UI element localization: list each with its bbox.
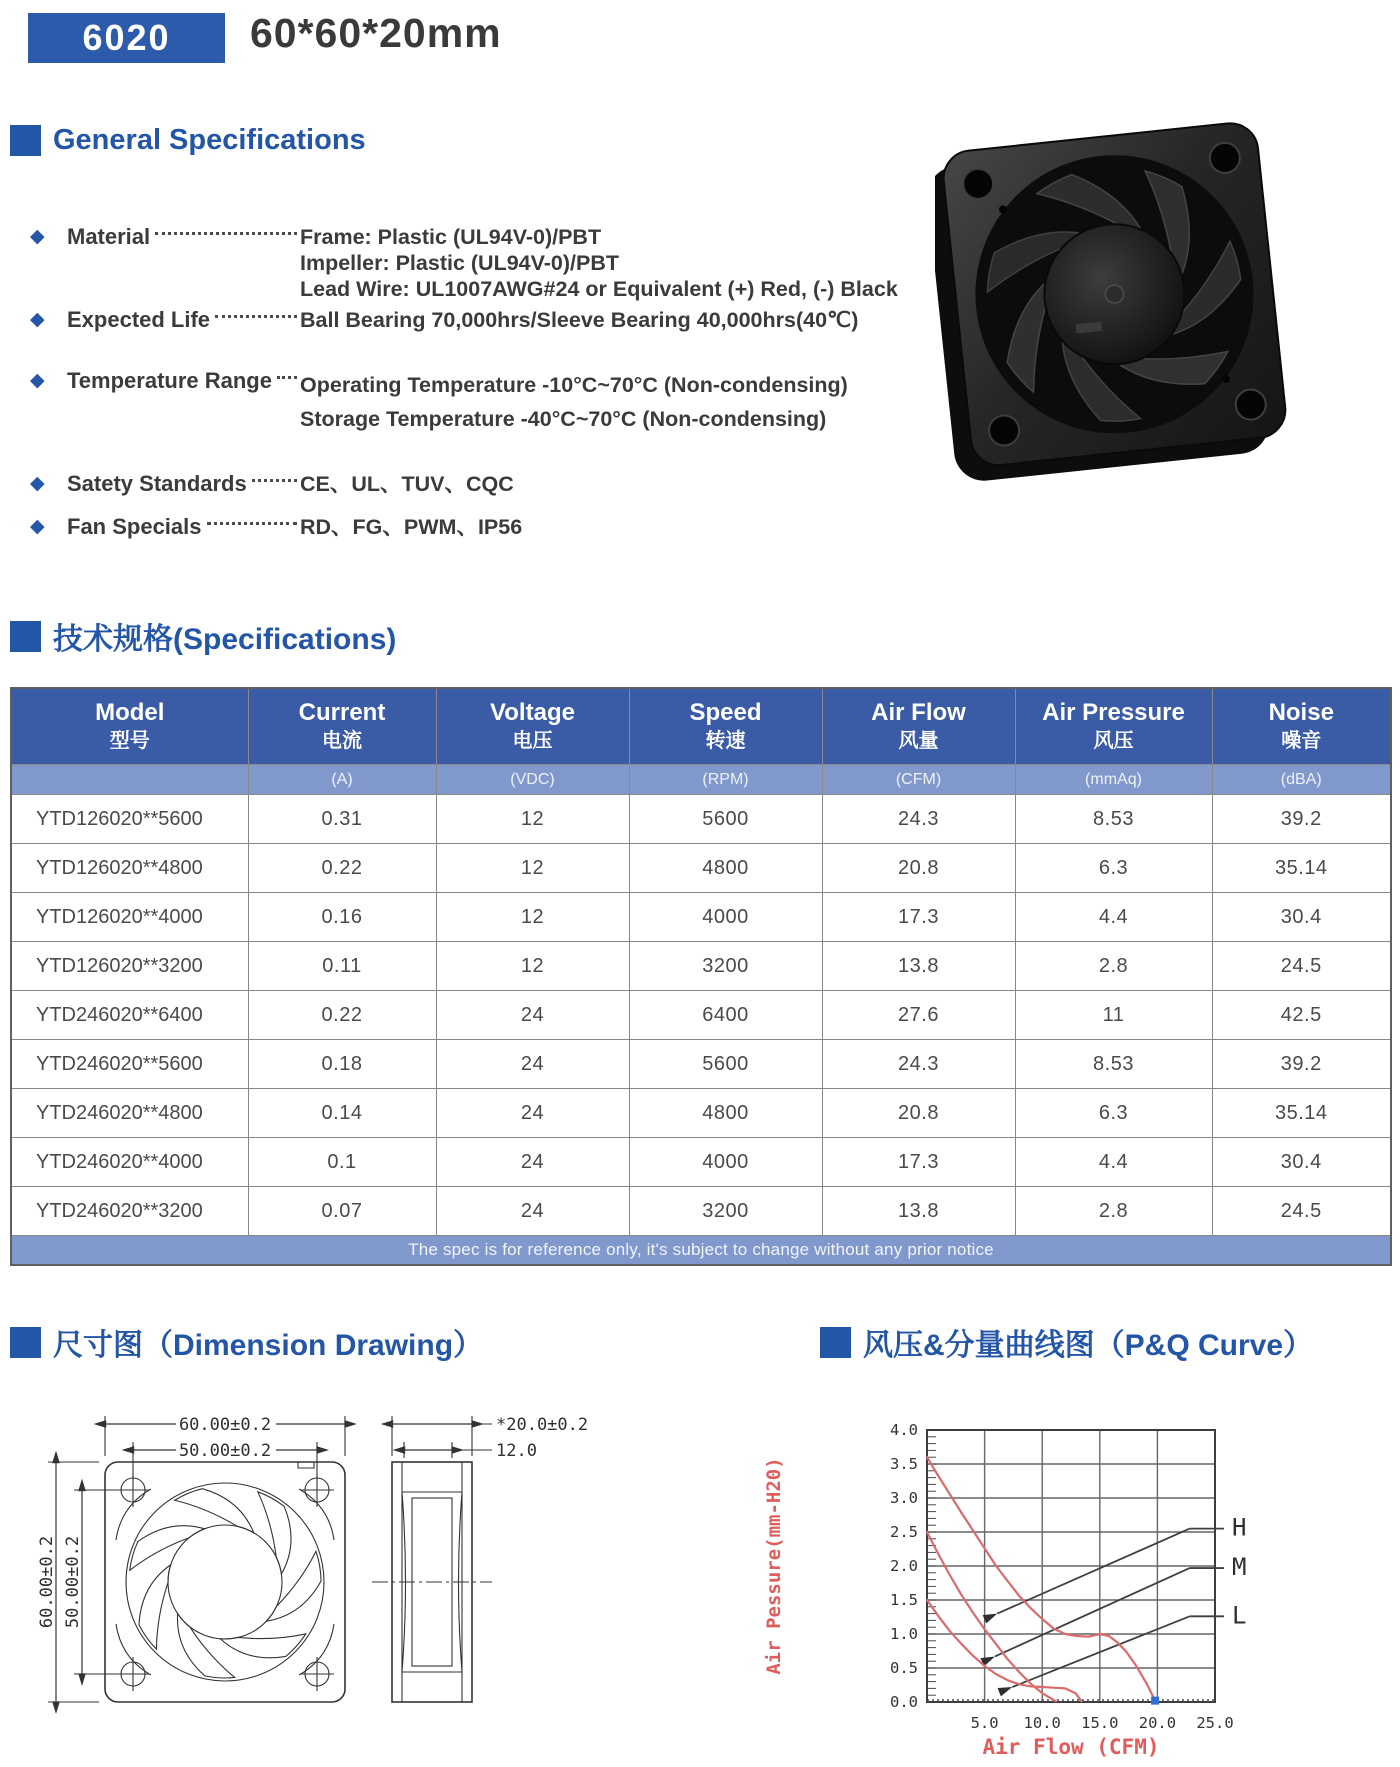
value-cell: 3200: [629, 1187, 822, 1236]
value-cell: 5600: [629, 1040, 822, 1089]
value-cell: 42.5: [1212, 991, 1391, 1040]
table-row: [11, 1138, 1391, 1187]
unit-cell: (dBA): [1212, 765, 1391, 795]
dotted-leader: [207, 514, 297, 525]
svg-text:4.0: 4.0: [890, 1421, 918, 1439]
svg-text:3.5: 3.5: [890, 1455, 918, 1473]
spec-values: [300, 368, 848, 436]
svg-text:2.0: 2.0: [890, 1557, 918, 1575]
series-label-H: H: [1231, 1513, 1247, 1542]
spec-values: [300, 514, 830, 540]
spec-value-line: Ball Bearing 70,000hrs/Sleeve Bearing 40,000hrs(40℃): [300, 308, 859, 332]
column-header: Voltage 电压: [436, 688, 629, 765]
table-row: [11, 795, 1391, 844]
svg-text:20.0: 20.0: [1138, 1714, 1177, 1732]
unit-cell: (mmAq): [1015, 765, 1212, 795]
svg-text:5.0: 5.0: [970, 1714, 999, 1732]
units-row: [11, 765, 1391, 795]
value-cell: 0.18: [248, 1040, 436, 1089]
column-header: Air Pressure 风压: [1015, 688, 1212, 765]
table-row: [11, 893, 1391, 942]
dotted-leader: [277, 368, 297, 379]
section-title: 技术规格(Specifications): [53, 623, 397, 656]
spec-value-line: RD、FG、PWM、IP56: [300, 515, 523, 539]
table-row: [11, 991, 1391, 1040]
column-header: Model 型号: [11, 688, 248, 765]
spec-item-safety-standards: [30, 471, 830, 497]
section-title: 尺寸图（Dimension Drawing）: [53, 1329, 484, 1362]
table-footer-note: The spec is for reference only, it's subject to change without any prior notice: [11, 1236, 1391, 1265]
diamond-bullet-icon: ◆: [30, 226, 45, 247]
value-cell: 13.8: [822, 942, 1015, 991]
value-cell: 0.16: [248, 893, 436, 942]
value-cell: 24: [436, 1187, 629, 1236]
model-cell: YTD246020**6400: [11, 991, 248, 1040]
model-cell: YTD246020**4000: [11, 1138, 248, 1187]
model-cell: YTD126020**5600: [11, 795, 248, 844]
value-cell: 35.14: [1212, 1089, 1391, 1138]
value-cell: 30.4: [1212, 1138, 1391, 1187]
column-header: Air Flow 风量: [822, 688, 1015, 765]
section-title: General Specifications: [53, 124, 366, 156]
table-row: [11, 1040, 1391, 1089]
value-cell: 2.8: [1015, 942, 1212, 991]
table-row: [11, 1089, 1391, 1138]
pq-curve-chart: [740, 1392, 1395, 1767]
value-cell: 24: [436, 991, 629, 1040]
svg-text:0.0: 0.0: [890, 1693, 918, 1711]
value-cell: 12: [436, 893, 629, 942]
section-heading-dimension: [10, 1320, 483, 1364]
dotted-leader: [252, 471, 297, 482]
grid: [927, 1430, 1215, 1702]
spec-item-fan-specials: [30, 514, 830, 540]
y-axis-label: Air Pessure(mm-H20): [763, 1457, 785, 1675]
value-cell: 0.22: [248, 991, 436, 1040]
heading-square-icon: [10, 1327, 41, 1358]
value-cell: 4800: [629, 844, 822, 893]
svg-text:25.0: 25.0: [1196, 1714, 1234, 1732]
value-cell: 4.4: [1015, 1138, 1212, 1187]
dim-hole-pitch-h-label: 50.00±0.2: [178, 1441, 272, 1461]
spec-label: Expected Life: [67, 307, 211, 332]
svg-text:15.0: 15.0: [1081, 1714, 1119, 1732]
spec-label: Temperature Range: [67, 368, 272, 393]
dim-inner-depth-label: 12.0: [496, 1441, 537, 1461]
svg-text:1.0: 1.0: [890, 1625, 918, 1643]
unit-cell: (VDC): [436, 765, 629, 795]
dotted-leader: [215, 307, 297, 318]
value-cell: 4.4: [1015, 893, 1212, 942]
section-heading-specifications: [10, 614, 396, 658]
spec-table: [10, 687, 1392, 1266]
spec-value-line: Operating Temperature -10°C~70°C (Non-condensing): [300, 373, 848, 397]
series-label-M: M: [1231, 1553, 1247, 1582]
front-view: [105, 1462, 345, 1702]
svg-text:0.5: 0.5: [890, 1659, 918, 1677]
value-cell: 20.8: [822, 1089, 1015, 1138]
heading-square-icon: [820, 1327, 851, 1358]
section-heading-pq-curve: [820, 1320, 1313, 1364]
tick-labels: [890, 1421, 1234, 1732]
diamond-bullet-icon: ◆: [30, 473, 45, 494]
spec-values: [300, 471, 830, 497]
value-cell: 39.2: [1212, 1040, 1391, 1089]
value-cell: 4800: [629, 1089, 822, 1138]
model-cell: YTD246020**3200: [11, 1187, 248, 1236]
unit-cell: (A): [248, 765, 436, 795]
value-cell: 0.14: [248, 1089, 436, 1138]
column-header: Speed 转速: [629, 688, 822, 765]
value-cell: 24.5: [1212, 1187, 1391, 1236]
value-cell: 0.22: [248, 844, 436, 893]
spec-value-line: CE、UL、TUV、CQC: [300, 472, 514, 496]
spec-item-temperature-range: [30, 368, 848, 436]
corner-gussets: [116, 1489, 334, 1675]
column-header: Noise 噪音: [1212, 688, 1391, 765]
screw-holes: [116, 1473, 334, 1691]
model-cell: YTD246020**4800: [11, 1089, 248, 1138]
curve-end-marker: [1151, 1697, 1159, 1705]
spec-value-line: Lead Wire: UL1007AWG#24 or Equivalent (+) Red, (-) Black: [300, 277, 898, 301]
value-cell: 12: [436, 942, 629, 991]
value-cell: 2.8: [1015, 1187, 1212, 1236]
value-cell: 17.3: [822, 893, 1015, 942]
value-cell: 12: [436, 795, 629, 844]
table-row: [11, 844, 1391, 893]
value-cell: 6400: [629, 991, 822, 1040]
model-cell: YTD126020**3200: [11, 942, 248, 991]
dim-width-label: 60.00±0.2: [178, 1415, 272, 1435]
value-cell: 30.4: [1212, 893, 1391, 942]
value-cell: 35.14: [1212, 844, 1391, 893]
series-label-L: L: [1231, 1601, 1247, 1630]
value-cell: 6.3: [1015, 1089, 1212, 1138]
unit-cell: [11, 765, 248, 795]
series-pointers: [980, 1514, 1246, 1697]
value-cell: 0.31: [248, 795, 436, 844]
model-cell: YTD126020**4800: [11, 844, 248, 893]
value-cell: 12: [436, 844, 629, 893]
value-cell: 24: [436, 1138, 629, 1187]
impeller-blades: [122, 1474, 336, 1692]
svg-text:3.0: 3.0: [890, 1489, 918, 1507]
fan-photo: [935, 102, 1290, 527]
column-header: Current 电流: [248, 688, 436, 765]
value-cell: 0.11: [248, 942, 436, 991]
product-size-title: 60*60*20mm: [250, 10, 502, 56]
polarity-notch: [298, 1462, 314, 1468]
curve-L: [927, 1600, 1081, 1701]
table-row: [11, 942, 1391, 991]
value-cell: 17.3: [822, 1138, 1015, 1187]
value-cell: 24.3: [822, 795, 1015, 844]
side-view: [372, 1462, 492, 1702]
dimension-drawing: [20, 1392, 680, 1767]
value-cell: 8.53: [1015, 1040, 1212, 1089]
section-heading-general: [10, 124, 366, 157]
heading-square-icon: [10, 621, 41, 652]
diamond-bullet-icon: ◆: [30, 309, 45, 330]
svg-text:1.5: 1.5: [890, 1591, 918, 1609]
spec-label: Satety Standards: [67, 471, 247, 496]
diamond-bullet-icon: ◆: [30, 370, 45, 391]
svg-text:2.5: 2.5: [890, 1523, 918, 1541]
value-cell: 3200: [629, 942, 822, 991]
table-header-row: [11, 688, 1391, 765]
spec-label: Material: [67, 224, 151, 249]
dotted-leader: [155, 224, 297, 235]
dim-hole-pitch-v-label: 50.00±0.2: [63, 1535, 83, 1629]
unit-cell: (CFM): [822, 765, 1015, 795]
value-cell: 24.5: [1212, 942, 1391, 991]
model-cell: YTD246020**5600: [11, 1040, 248, 1089]
value-cell: 5600: [629, 795, 822, 844]
value-cell: 20.8: [822, 844, 1015, 893]
dim-depth-label: *20.0±0.2: [496, 1415, 589, 1435]
spec-value-line: Storage Temperature -40°C~70°C (Non-condensing): [300, 407, 827, 431]
value-cell: 27.6: [822, 991, 1015, 1040]
dim-height-label: 60.00±0.2: [37, 1535, 57, 1629]
diamond-bullet-icon: ◆: [30, 516, 45, 537]
spec-label: Fan Specials: [67, 514, 202, 539]
fan-body: [935, 121, 1290, 484]
value-cell: 8.53: [1015, 795, 1212, 844]
value-cell: 24: [436, 1040, 629, 1089]
value-cell: 24.3: [822, 1040, 1015, 1089]
product-code-badge: 6020: [28, 13, 225, 63]
value-cell: 39.2: [1212, 795, 1391, 844]
value-cell: 6.3: [1015, 844, 1212, 893]
curve-H: [927, 1457, 1155, 1700]
value-cell: 24: [436, 1089, 629, 1138]
unit-cell: (RPM): [629, 765, 822, 795]
table-row: [11, 1187, 1391, 1236]
value-cell: 11: [1015, 991, 1212, 1040]
spec-item-expected-life: [30, 307, 859, 333]
spec-value-line: Frame: Plastic (UL94V-0)/PBT: [300, 225, 602, 249]
section-title: 风压&分量曲线图（P&Q Curve）: [863, 1329, 1314, 1362]
value-cell: 13.8: [822, 1187, 1015, 1236]
value-cell: 4000: [629, 1138, 822, 1187]
spec-item-material: [30, 224, 898, 302]
value-cell: 0.07: [248, 1187, 436, 1236]
heading-square-icon: [10, 125, 41, 156]
spec-values: [300, 224, 898, 302]
model-cell: YTD126020**4000: [11, 893, 248, 942]
spec-values: [300, 307, 858, 333]
svg-text:10.0: 10.0: [1023, 1714, 1061, 1732]
x-axis-label: Air Flow (CFM): [982, 1735, 1160, 1759]
spec-value-line: Impeller: Plastic (UL94V-0)/PBT: [300, 251, 620, 275]
value-cell: 0.1: [248, 1138, 436, 1187]
value-cell: 4000: [629, 893, 822, 942]
